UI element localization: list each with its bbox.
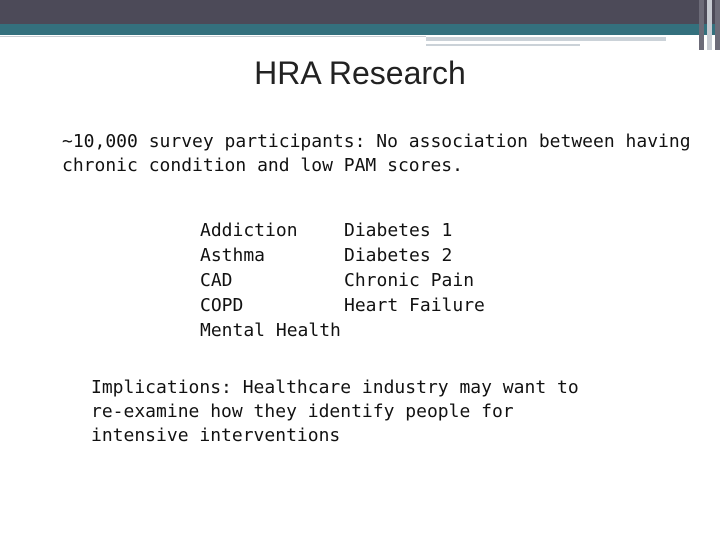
intro-text: ~10,000 survey participants: No association between having chronic condition and low PAM scores. <box>62 131 702 176</box>
condition-item: Chronic Pain <box>344 270 475 291</box>
corner-line <box>699 0 704 50</box>
condition-item: Diabetes 2 <box>344 245 453 266</box>
condition-item: Heart Failure <box>344 295 485 316</box>
condition-item <box>344 318 544 343</box>
conditions-list <box>200 218 544 343</box>
decorative-rule <box>426 44 580 46</box>
condition-item: Mental Health <box>200 320 341 341</box>
condition-item: Asthma <box>200 245 266 266</box>
decorative-rule <box>426 37 666 41</box>
corner-line <box>715 0 720 50</box>
corner-decoration <box>688 0 720 50</box>
corner-line <box>707 0 712 50</box>
condition-item: CAD <box>200 270 233 291</box>
page-title: HRA Research <box>254 55 466 91</box>
condition-item: Diabetes 1 <box>344 220 453 241</box>
implications-text: Implications: Healthcare industry may want to re-examine how they identify people for intensive interventions <box>91 377 579 446</box>
condition-item: Addiction <box>200 220 298 241</box>
top-header-band <box>0 0 720 24</box>
condition-item: COPD <box>200 295 244 316</box>
teal-accent-stripe <box>0 24 720 35</box>
decorative-rule <box>0 36 426 37</box>
